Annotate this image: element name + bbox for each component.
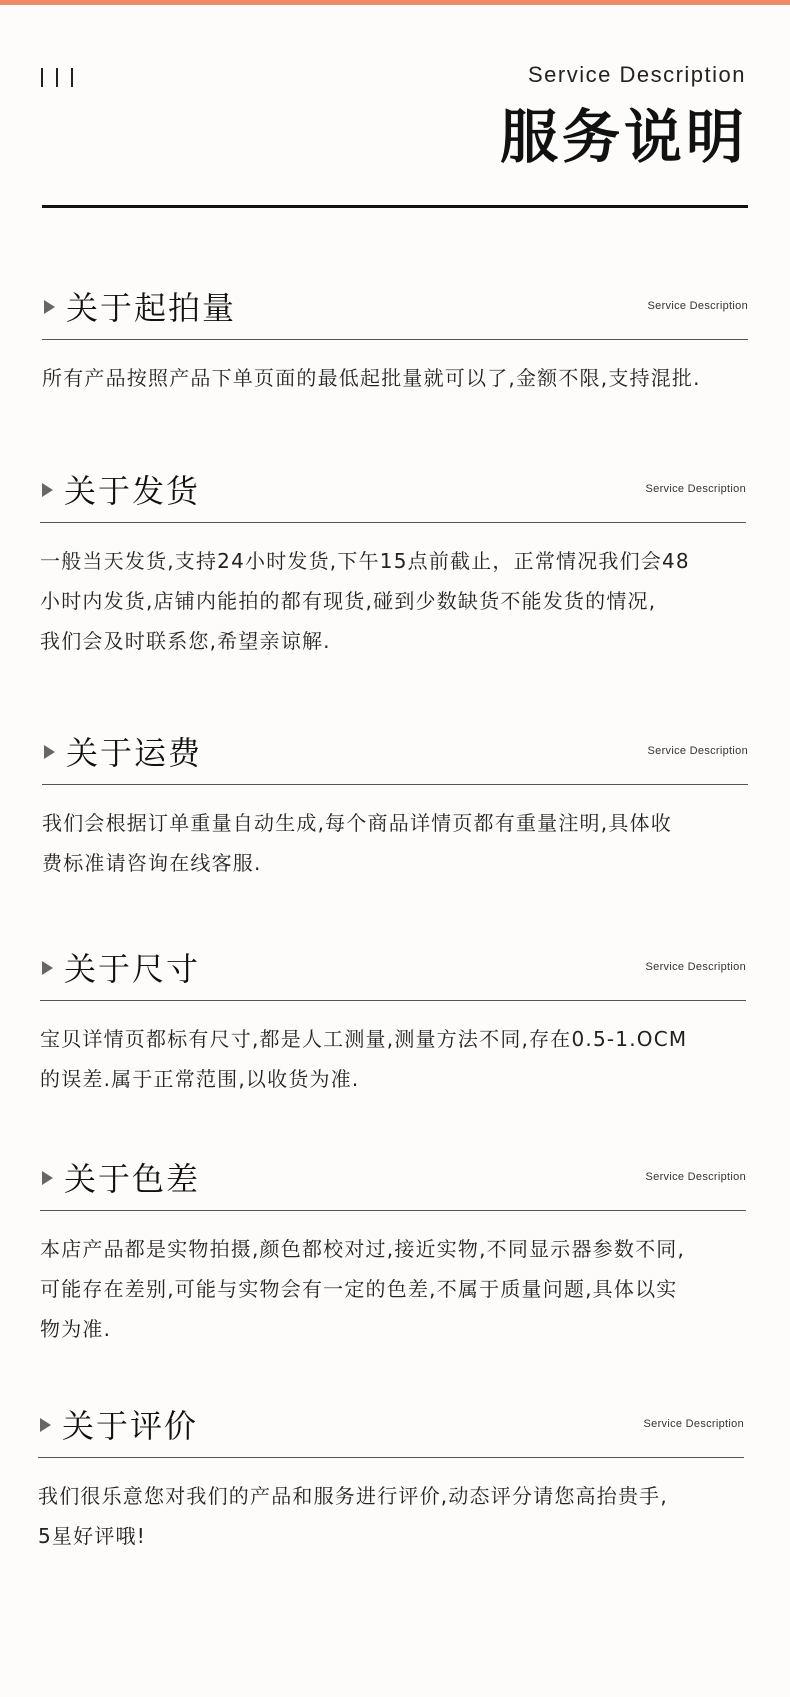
section-divider xyxy=(40,522,746,523)
triangle-bullet-icon xyxy=(40,1418,51,1432)
section-label-en: Service Description xyxy=(645,961,746,973)
mark-bar xyxy=(56,68,58,87)
body-line: 所有产品按照产品下单页面的最低起批量就可以了,金额不限,支持混批. xyxy=(42,366,701,390)
section-divider xyxy=(42,784,748,785)
section-title: 关于起拍量 xyxy=(66,289,237,327)
body-line: 的误差.属于正常范围,以收货为准. xyxy=(40,1067,360,1091)
section-divider xyxy=(40,1000,746,1001)
triangle-bullet-icon xyxy=(44,745,55,759)
section-size xyxy=(40,939,746,1091)
header-marks xyxy=(41,68,73,87)
section-header xyxy=(40,939,746,999)
header-subtitle: Service Description xyxy=(527,62,746,87)
section-body xyxy=(38,1476,744,1556)
top-accent-bar xyxy=(0,0,790,5)
body-line: 宝贝详情页都标有尺寸,都是人工测量,测量方法不同,存在0.5-1.OCM xyxy=(40,1027,688,1051)
section-title: 关于运费 xyxy=(66,734,203,772)
section-header xyxy=(38,1396,744,1456)
section-divider xyxy=(38,1457,744,1458)
body-line: 5星好评哦! xyxy=(38,1524,146,1548)
section-freight xyxy=(42,723,748,875)
triangle-bullet-icon xyxy=(44,300,55,314)
body-line: 小时内发货,店铺内能拍的都有现货,碰到少数缺货不能发货的情况, xyxy=(40,589,657,613)
section-body xyxy=(40,1229,746,1349)
section-color xyxy=(40,1149,746,1341)
section-min-order xyxy=(42,278,748,390)
section-shipping xyxy=(40,461,746,653)
section-label-en: Service Description xyxy=(645,483,746,495)
header-divider xyxy=(42,205,748,208)
triangle-bullet-icon xyxy=(42,483,53,497)
body-line: 我们很乐意您对我们的产品和服务进行评价,动态评分请您高抬贵手, xyxy=(38,1484,668,1508)
section-title: 关于发货 xyxy=(64,472,201,510)
section-label-en: Service Description xyxy=(643,1418,744,1430)
triangle-bullet-icon xyxy=(42,1171,53,1185)
body-line: 我们会及时联系您,希望亲谅解. xyxy=(40,629,331,653)
body-line: 费标准请咨询在线客服. xyxy=(42,851,262,875)
section-body xyxy=(40,541,746,661)
section-label-en: Service Description xyxy=(647,745,748,757)
section-divider xyxy=(40,1210,746,1211)
section-body xyxy=(40,1019,746,1099)
section-header xyxy=(40,461,746,521)
section-divider xyxy=(42,339,748,340)
mark-bar xyxy=(41,68,43,87)
section-header xyxy=(42,723,748,783)
body-line: 物为准. xyxy=(40,1317,112,1341)
body-line: 本店产品都是实物拍摄,颜色都校对过,接近实物,不同显示器参数不同, xyxy=(40,1237,686,1261)
section-review xyxy=(38,1396,744,1548)
body-line: 可能存在差别,可能与实物会有一定的色差,不属于质量问题,具体以实 xyxy=(40,1277,678,1301)
section-header xyxy=(40,1149,746,1209)
section-title: 关于色差 xyxy=(64,1160,201,1198)
page-title: 服务说明 xyxy=(499,103,748,171)
section-label-en: Service Description xyxy=(645,1171,746,1183)
section-body xyxy=(42,358,748,398)
mark-bar xyxy=(71,68,73,87)
section-title: 关于评价 xyxy=(62,1407,199,1445)
body-line: 一般当天发货,支持24小时发货,下午15点前截止，正常情况我们会48 xyxy=(40,549,690,573)
section-body xyxy=(42,803,748,883)
section-title: 关于尺寸 xyxy=(64,950,201,988)
body-line: 我们会根据订单重量自动生成,每个商品详情页都有重量注明,具体收 xyxy=(42,811,672,835)
triangle-bullet-icon xyxy=(42,961,53,975)
section-header xyxy=(42,278,748,338)
section-label-en: Service Description xyxy=(647,300,748,312)
